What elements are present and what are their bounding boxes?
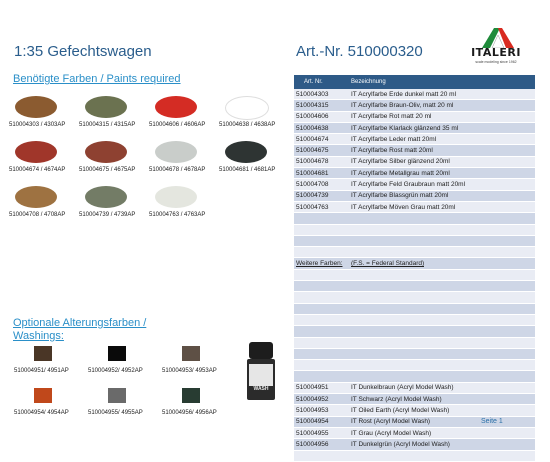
cell-bezeichnung: IT Schwarz (Acryl Model Wash) — [351, 395, 442, 403]
cell-art-nr: 510004606 — [296, 113, 329, 121]
table-row — [294, 134, 535, 145]
table-row — [294, 439, 535, 450]
cell-bezeichnung: IT Acrylfarbe Feld Graubraun matt 20ml — [351, 181, 466, 189]
wash-swatch — [14, 346, 94, 382]
table-row — [294, 428, 535, 439]
cell-bezeichnung: IT Dunkelgrün (Acryl Model Wash) — [351, 440, 450, 448]
table-row — [294, 247, 535, 258]
cell-art-nr: 510004951 — [296, 384, 329, 392]
cell-bezeichnung: IT Acrylfarbe Rot matt 20 ml — [351, 113, 432, 121]
paint-swatch — [9, 186, 81, 226]
table-row — [294, 270, 535, 281]
table-note-row — [294, 258, 535, 269]
paint-swatch — [219, 96, 291, 136]
wash-color-block — [108, 346, 126, 361]
cell-art-nr: 510004315 — [296, 101, 329, 109]
cell-art-nr: 510004763 — [296, 203, 329, 211]
wash-color-block — [108, 388, 126, 403]
wash-swatch — [162, 346, 242, 382]
table-row — [294, 179, 535, 190]
cell-art-nr: 510004675 — [296, 147, 329, 155]
paint-color-blob — [225, 96, 269, 120]
paint-swatch — [79, 186, 151, 226]
table-header — [294, 75, 535, 89]
paint-swatch-label: 510004675 / 4675AP — [79, 167, 136, 173]
paint-color-blob — [225, 141, 267, 163]
wash-swatch-label: 510004955/ 4955AP — [88, 410, 143, 416]
wash-swatch — [88, 388, 168, 424]
paint-swatch-label: 510004678 / 4678AP — [149, 167, 206, 173]
paint-swatch-label: 510004606 / 4606AP — [149, 122, 206, 128]
paint-color-blob — [15, 96, 57, 118]
cell-bezeichnung: (F.S. = Federal Standard) — [351, 260, 425, 268]
table-row — [294, 338, 535, 349]
table-row — [294, 360, 535, 371]
cell-art-nr: 510004953 — [296, 406, 329, 414]
cell-bezeichnung: IT Acrylfarbe Leder matt 20ml — [351, 135, 437, 143]
paint-table — [294, 75, 535, 462]
paint-color-blob — [155, 96, 197, 118]
wash-color-block — [182, 388, 200, 403]
paint-swatch-label: 510004739 / 4739AP — [79, 212, 136, 218]
wash-bottle-image — [246, 342, 276, 400]
table-row — [294, 315, 535, 326]
wash-swatch — [88, 346, 168, 382]
header-art-nr: Art. Nr. — [304, 79, 323, 85]
cell-bezeichnung: IT Grau (Acryl Model Wash) — [351, 429, 432, 437]
table-row — [294, 394, 535, 405]
cell-bezeichnung: IT Acrylfarbe Metallgrau matt 20ml — [351, 169, 450, 177]
table-row — [294, 157, 535, 168]
wash-swatch-label: 510004954/ 4954AP — [14, 410, 69, 416]
paint-swatch — [149, 141, 221, 181]
paint-swatch-label: 510004638 / 4638AP — [219, 122, 276, 128]
cell-bezeichnung: IT Dunkelbraun (Acryl Model Wash) — [351, 384, 454, 392]
cell-art-nr: 510004681 — [296, 169, 329, 177]
page-title: 1:35 Gefechtswagen — [14, 43, 152, 60]
cell-bezeichnung: IT Acrylfarbe Blassgrün matt 20ml — [351, 192, 449, 200]
table-row — [294, 145, 535, 156]
wash-swatch-label: 510004951/ 4951AP — [14, 368, 69, 374]
paints-heading: Benötigte Farben / Paints required — [13, 73, 181, 85]
paint-color-blob — [155, 186, 197, 208]
cell-bezeichnung: IT Acrylfarbe Rost matt 20ml — [351, 147, 433, 155]
table-row — [294, 100, 535, 111]
wash-swatch-label: 510004952/ 4952AP — [88, 368, 143, 374]
logo-tagline: scale modeling since 1962 — [475, 60, 517, 64]
header-bezeichnung: Bezeichnung — [351, 79, 386, 85]
paint-swatch-label: 510004763 / 4763AP — [149, 212, 206, 218]
page-number: Seite 1 — [481, 418, 503, 425]
wash-swatch-label: 510004953/ 4953AP — [162, 368, 217, 374]
paint-color-blob — [15, 141, 57, 163]
paint-swatch-label: 510004315 / 4315AP — [79, 122, 136, 128]
wash-color-block — [34, 346, 52, 361]
paint-swatch-label: 510004674 / 4674AP — [9, 167, 66, 173]
bottle-label: WASH — [253, 386, 269, 392]
wash-swatch-label: 510004956/ 4956AP — [162, 410, 217, 416]
cell-bezeichnung: IT Acrylfarbe Erde dunkel matt 20 ml — [351, 90, 457, 98]
table-row — [294, 383, 535, 394]
paint-swatch-label: 510004681 / 4681AP — [219, 167, 276, 173]
table-row — [294, 451, 535, 462]
paint-swatch-label: 510004303 / 4303AP — [9, 122, 66, 128]
italeri-logo — [466, 28, 526, 74]
paint-color-blob — [15, 186, 57, 208]
cell-bezeichnung: IT Acrylfarbe Klarlack glänzend 35 ml — [351, 124, 459, 132]
wash-swatch — [14, 388, 94, 424]
cell-art-nr: 510004638 — [296, 124, 329, 132]
table-row — [294, 371, 535, 382]
table-row — [294, 349, 535, 360]
cell-art-nr: 510004739 — [296, 192, 329, 200]
paint-swatch — [79, 141, 151, 181]
cell-bezeichnung: IT Acrylfarbe Braun-Oliv, matt 20 ml — [351, 101, 454, 109]
cell-art-nr: 510004674 — [296, 135, 329, 143]
table-row — [294, 213, 535, 224]
table-row — [294, 168, 535, 179]
paint-swatch — [79, 96, 151, 136]
table-row — [294, 281, 535, 292]
cell-bezeichnung: IT Acrylfarbe Silber glänzend 20ml — [351, 158, 450, 166]
table-row — [294, 202, 535, 213]
cell-art-nr: 510004952 — [296, 395, 329, 403]
table-row — [294, 112, 535, 123]
table-row — [294, 236, 535, 247]
table-body — [294, 89, 535, 462]
paint-swatch — [149, 96, 221, 136]
logo-brand: ITALERI — [471, 46, 521, 59]
paint-color-blob — [85, 141, 127, 163]
table-row — [294, 89, 535, 100]
cell-art-nr: 510004303 — [296, 90, 329, 98]
cell-art-nr: 510004955 — [296, 429, 329, 437]
table-row — [294, 225, 535, 236]
table-row — [294, 292, 535, 303]
italeri-emblem-icon — [466, 28, 526, 48]
cell-art-nr: 510004956 — [296, 440, 329, 448]
paint-swatch-label: 510004708 / 4708AP — [9, 212, 66, 218]
wash-color-block — [182, 346, 200, 361]
table-row — [294, 326, 535, 337]
cell-art-nr: 510004954 — [296, 418, 329, 426]
paint-swatch — [9, 141, 81, 181]
paint-swatch — [219, 141, 291, 181]
wash-swatch — [162, 388, 242, 424]
wash-color-block — [34, 388, 52, 403]
cell-bezeichnung: IT Oiled Earth (Acryl Model Wash) — [351, 406, 450, 414]
cell-art-nr: 510004708 — [296, 181, 329, 189]
table-row — [294, 191, 535, 202]
cell-bezeichnung: IT Acrylfarbe Möven Grau matt 20ml — [351, 203, 456, 211]
article-number-title: Art.-Nr. 510000320 — [296, 43, 423, 60]
cell-bezeichnung: IT Rost (Acryl Model Wash) — [351, 418, 431, 426]
paint-color-blob — [85, 96, 127, 118]
table-row — [294, 304, 535, 315]
optional-washings-heading: Optionale Alterungsfarben / Washings: — [13, 317, 147, 342]
paint-swatch — [9, 96, 81, 136]
paint-color-blob — [155, 141, 197, 163]
table-row — [294, 405, 535, 416]
cell-art-nr: 510004678 — [296, 158, 329, 166]
table-row — [294, 123, 535, 134]
paint-swatch — [149, 186, 221, 226]
cell-art-nr: Weitere Farben: — [296, 260, 343, 268]
paint-color-blob — [85, 186, 127, 208]
